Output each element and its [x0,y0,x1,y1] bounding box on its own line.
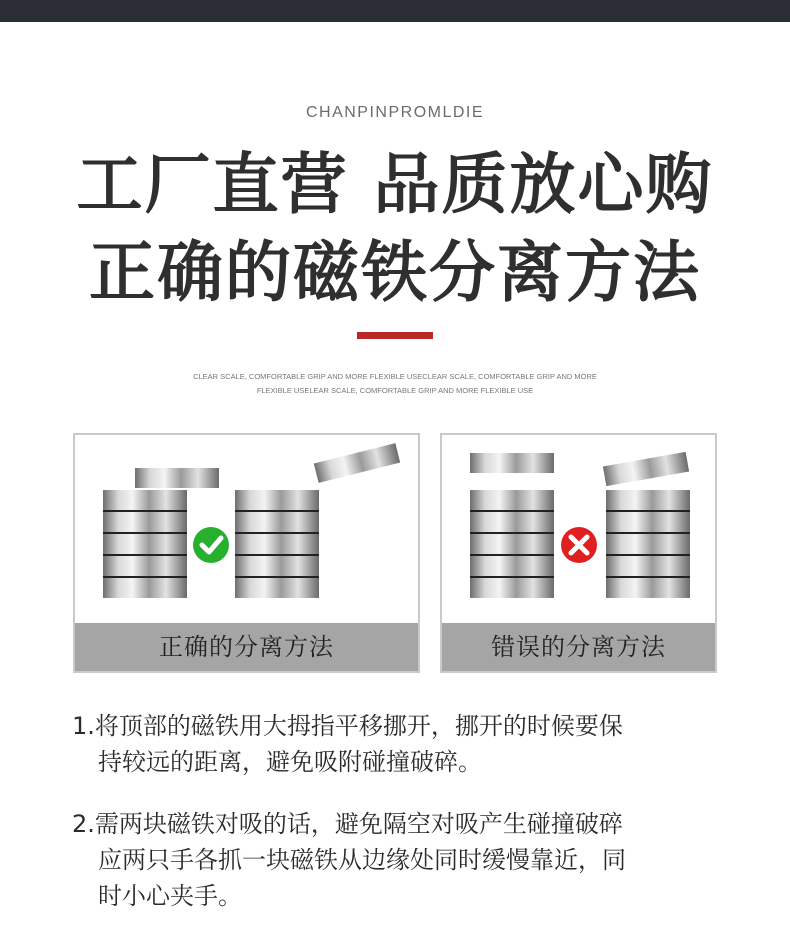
magnet-stack-left [470,453,554,598]
instruction-2-line-1: 2.需两块磁铁对吸的话，避免隔空对吸产生碰撞破碎 [72,810,623,838]
caption-line-2: FLEXIBLE USELEAR SCALE, COMFORTABLE GRIP AND MORE FLEXIBLE USE [256,386,534,395]
instruction-2-line-3: 时小心夹手。 [98,882,242,910]
cross-icon [561,527,597,563]
correct-method-label: 正确的分离方法 [75,623,418,671]
instruction-1 [72,708,732,780]
instruction-2 [72,806,732,914]
instruction-1-line-1: 1.将顶部的磁铁用大拇指平移挪开，挪开的时候要保 [72,712,623,740]
caption-line-1: CLEAR SCALE, COMFORTABLE GRIP AND MORE FLEXIBLE USECLEAR SCALE, COMFORTABLE GRIP AND MORE [193,372,597,381]
headline-line-2: 正确的磁铁分离方法 [89,234,701,311]
wrong-method-label: 错误的分离方法 [442,623,715,671]
wrong-method-illustration [442,435,715,625]
correct-method-panel [73,433,420,673]
magnet-stack-right [235,443,400,598]
headline-line-1: 工厂直营 品质放心购 [76,146,714,223]
accent-divider [357,332,433,339]
instruction-1-line-2: 持较远的距离，避免吸附碰撞破碎。 [98,748,482,776]
magnet-stack-right [603,452,690,598]
top-bar [0,0,790,22]
wrong-method-panel [440,433,717,673]
english-subtitle: CHANPINPROMLDIE [305,104,485,121]
instruction-2-line-2: 应两只手各抓一块磁铁从边缘处同时缓慢靠近，同 [98,846,626,874]
check-icon [193,527,229,563]
caption [175,370,615,398]
correct-method-illustration [75,435,418,625]
